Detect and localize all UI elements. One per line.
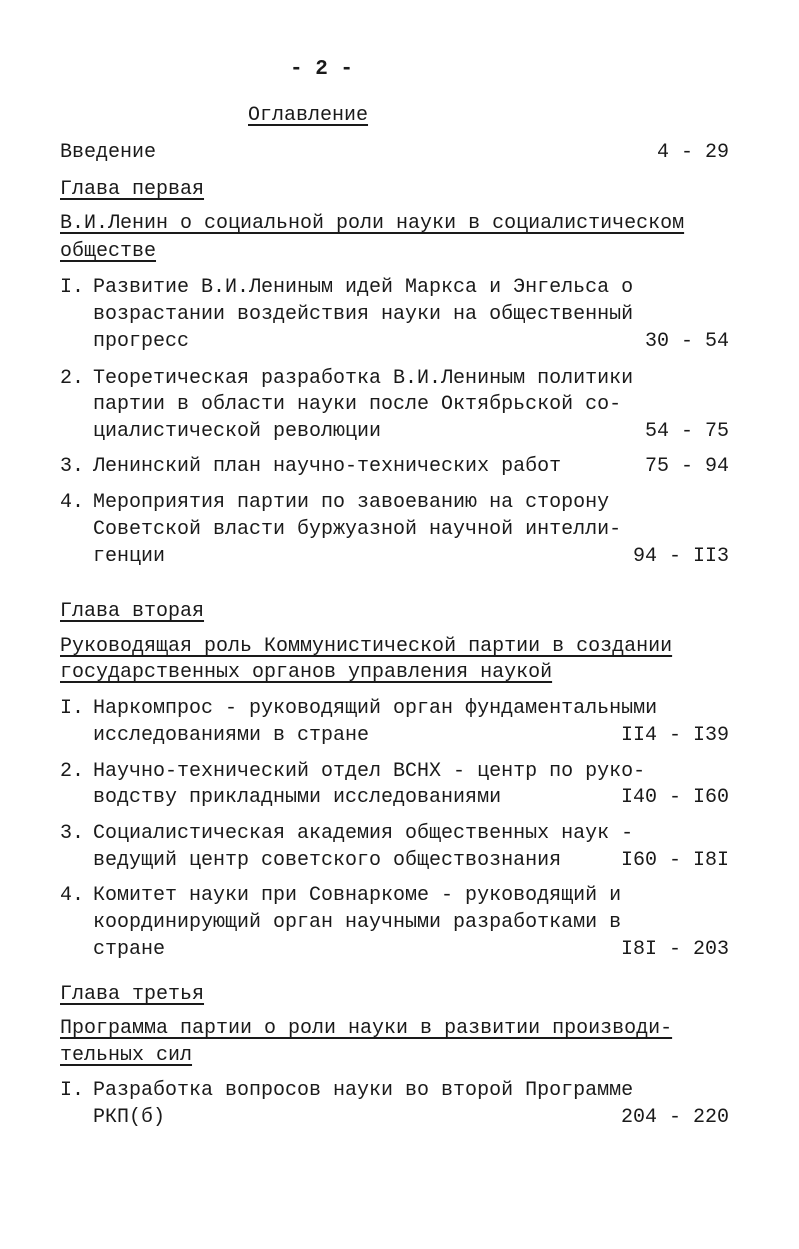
entry-text-line: исследованиями в стране [93, 724, 370, 747]
entry-number: I. [60, 697, 85, 720]
entry-text-line: возрастании воздействия науки на общественный [93, 303, 634, 326]
entry-pages: 94 - II3 [632, 545, 729, 568]
chapter-title-line: обществе [60, 240, 157, 263]
chapter-heading: Глава вторая [60, 600, 205, 623]
entry-number: 2. [60, 367, 85, 390]
intro-label: Введение [60, 141, 157, 164]
chapter-heading: Глава первая [60, 178, 205, 201]
entry-pages: 30 - 54 [644, 330, 729, 353]
chapter-title-line: тельных сил [60, 1044, 193, 1067]
entry-pages: 204 - 220 [620, 1106, 729, 1129]
entry-pages: II4 - I39 [620, 724, 729, 747]
entry-pages: 54 - 75 [644, 420, 729, 443]
entry-text-line: прогресс [93, 330, 190, 353]
chapter-title-line: Программа партии о роли науки в развитии производи- [60, 1017, 673, 1040]
entry-text-line: координирующий орган научными разработками в [93, 911, 622, 934]
entry-number: 3. [60, 822, 85, 845]
entry-text-line: циалистической революции [93, 420, 382, 443]
entry-text-line: Разработка вопросов науки во второй Программе [93, 1079, 634, 1102]
entry-text-line: Развитие В.И.Лениным идей Маркса и Энгельса о [93, 276, 634, 299]
entry-text-line: партии в области науки после Октябрьской со- [93, 393, 622, 416]
entry-number: 3. [60, 455, 85, 478]
entry-text-line: стране [93, 938, 166, 961]
entry-text-line: Наркомпрос - руководящий орган фундаментальными [93, 697, 658, 720]
entry-text-line: ведущий центр советского обществознания [93, 849, 562, 872]
entry-number: I. [60, 276, 85, 299]
page-number: - 2 - [290, 58, 354, 81]
entry-number: 2. [60, 760, 85, 783]
chapter-heading: Глава третья [60, 983, 205, 1006]
entry-text-line: Теоретическая разработка В.И.Лениным политики [93, 367, 634, 390]
entry-number: 4. [60, 491, 85, 514]
entry-pages: I40 - I60 [620, 786, 729, 809]
entry-text-line: Комитет науки при Совнаркоме - руководящий и [93, 884, 622, 907]
entry-pages: I60 - I8I [620, 849, 729, 872]
entry-text-line: водству прикладными исследованиями [93, 786, 502, 809]
entry-text-line: РКП(б) [93, 1106, 166, 1129]
entry-text-line: Ленинский план научно-технических работ [93, 455, 562, 478]
entry-pages: 75 - 94 [644, 455, 729, 478]
chapter-title-line: Руководящая роль Коммунистической партии в создании [60, 635, 673, 658]
entry-text-line: Мероприятия партии по завоеванию на сторону [93, 491, 610, 514]
entry-pages: I8I - 203 [620, 938, 729, 961]
entry-text-line: Советской власти буржуазной научной интелли- [93, 518, 622, 541]
entry-text-line: Социалистическая академия общественных наук - [93, 822, 634, 845]
entry-text-line: генции [93, 545, 166, 568]
chapter-title-line: государственных органов управления наукой [60, 661, 553, 684]
chapter-title-line: В.И.Ленин о социальной роли науки в социалистическом [60, 212, 685, 235]
entry-text-line: Научно-технический отдел ВСНХ - центр по руко- [93, 760, 646, 783]
entry-number: I. [60, 1079, 85, 1102]
entry-number: 4. [60, 884, 85, 907]
page-title: Оглавление [248, 104, 369, 127]
intro-pages: 4 - 29 [656, 141, 729, 164]
